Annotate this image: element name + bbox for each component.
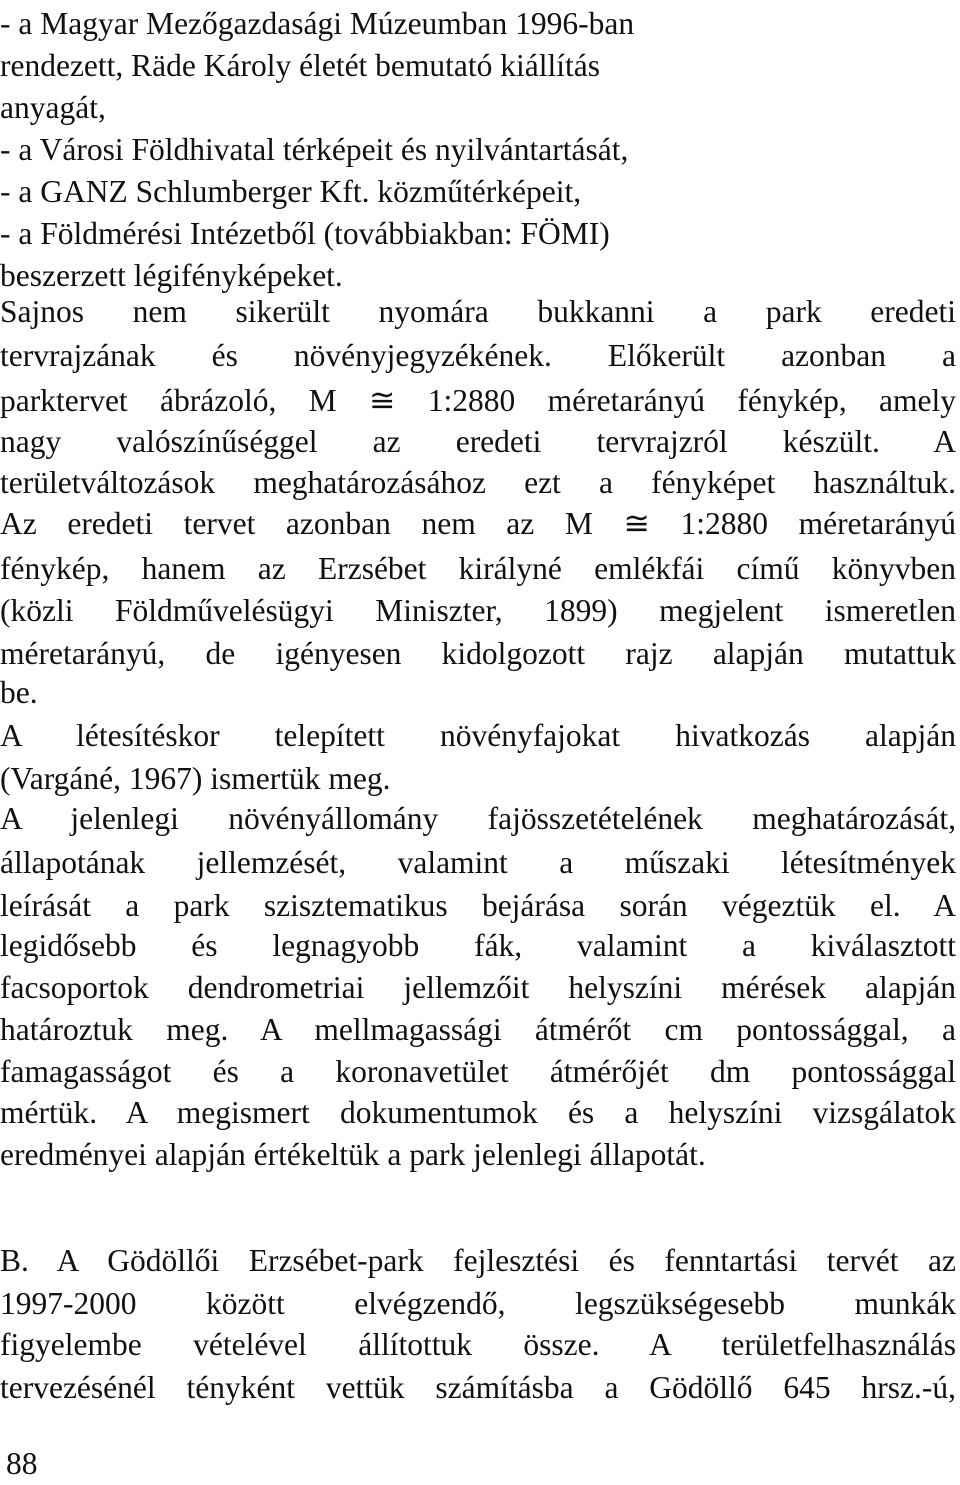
text-line: határoztuk meg. A mellmagassági átmérőt cm pontossággal, a <box>0 1012 956 1047</box>
text-line: famagasságot és a koronavetület átmérőjét dm pontossággal <box>0 1054 956 1089</box>
text-line: tervrajzának és növényjegyzékének. Előkerült azonban a <box>0 338 956 373</box>
text-line: - a Földmérési Intézetből (továbbiakban: FÖMI) <box>0 216 610 251</box>
text-line: (Vargáné, 1967) ismertük meg. <box>0 761 391 796</box>
text-line: állapotának jellemzését, valamint a műszaki létesítmények <box>0 845 956 880</box>
text-line: Sajnos nem sikerült nyomára bukkanni a park eredeti <box>0 294 956 329</box>
text-line: Az eredeti tervet azonban nem az M ≅ 1:2880 méretarányú <box>0 506 956 541</box>
text-line: be. <box>0 675 38 710</box>
text-line: B. A Gödöllői Erzsébet-park fejlesztési és fenntartási tervét az <box>0 1243 956 1278</box>
text-line: méretarányú, de igényesen kidolgozott rajz alapján mutattuk <box>0 636 956 671</box>
text-line: - a Városi Földhivatal térképeit és nyilvántartását, <box>0 132 629 167</box>
text-line: beszerzett légifényképeket. <box>0 258 343 293</box>
text-line: 1997-2000 között elvégzendő, legszükségesebb munkák <box>0 1286 956 1321</box>
text-line: facsoportok dendrometriai jellemzőit helyszíni mérések alapján <box>0 970 956 1005</box>
text-line: mértük. A megismert dokumentumok és a helyszíni vizsgálatok <box>0 1095 956 1130</box>
text-line: - a GANZ Schlumberger Kft. közműtérképeit, <box>0 174 582 209</box>
text-line: tervezésénél tényként vettük számításba a Gödöllő 645 hrsz.-ú, <box>0 1370 956 1405</box>
page-number: 88 <box>6 1446 38 1481</box>
text-line: fénykép, hanem az Erzsébet királyné emlékfái című könyvben <box>0 551 956 586</box>
text-line: nagy valószínűséggel az eredeti tervrajzról készült. A <box>0 424 956 459</box>
text-line: rendezett, Räde Károly életét bemutató kiállítás <box>0 48 601 83</box>
text-line: területváltozások meghatározásához ezt a fényképet használtuk. <box>0 465 956 500</box>
text-line: - a Magyar Mezőgazdasági Múzeumban 1996-ban <box>0 6 635 41</box>
text-line: figyelembe vételével állítottuk össze. A területfelhasználás <box>0 1327 956 1362</box>
text-line: A létesítéskor telepített növényfajokat hivatkozás alapján <box>0 718 956 753</box>
text-line: (közli Földművelésügyi Miniszter, 1899) megjelent ismeretlen <box>0 593 956 628</box>
text-line: parktervet ábrázoló, M ≅ 1:2880 méretarányú fénykép, amely <box>0 383 956 418</box>
text-line: anyagát, <box>0 90 106 125</box>
text-line: eredményei alapján értékeltük a park jelenlegi állapotát. <box>0 1137 706 1172</box>
text-line: leírását a park szisztematikus bejárása során végeztük el. A <box>0 888 956 923</box>
text-line: A jelenlegi növényállomány fajösszetételének meghatározását, <box>0 801 956 836</box>
text-line: legidősebb és legnagyobb fák, valamint a kiválasztott <box>0 928 956 963</box>
